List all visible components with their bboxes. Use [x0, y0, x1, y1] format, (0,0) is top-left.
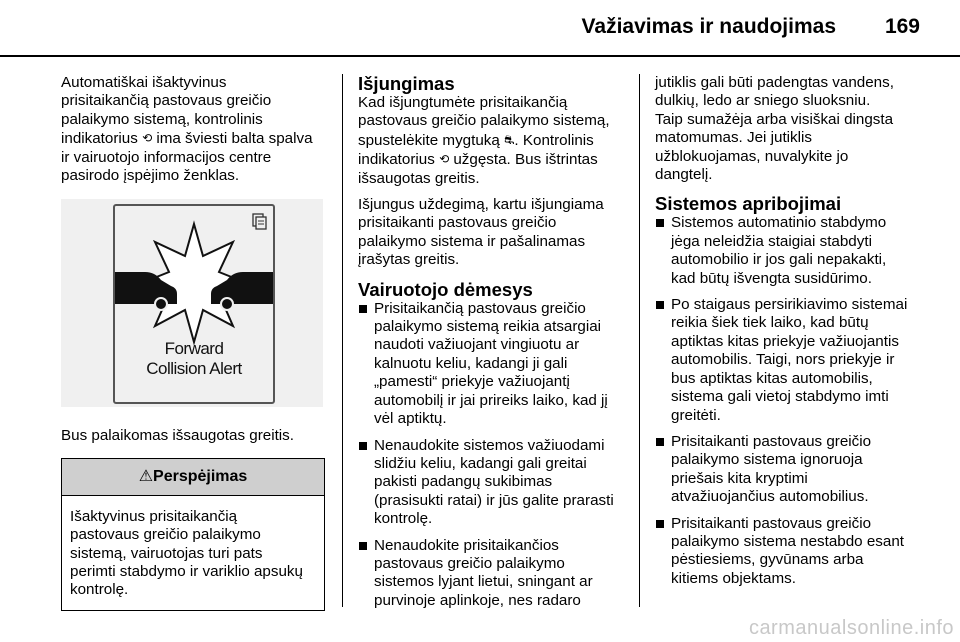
- continued-paragraph: jutiklis gali būti padengtas vandens, dulkių, ledo ar sniego sluoksniu. Taip sumažėja arba visiškai dingsta matomumas. Jei jutiklis užblokuojamas, nuvalykite jo dangtelį.: [655, 74, 894, 184]
- warning-body: Išaktyvinus prisitaikančią pastovaus greičio palaikymo sistemą, vairuotojas turi pats perimti stabdymo ir variklio apsukų kontrolę.: [70, 507, 303, 599]
- forward-collision-alert-figure: [61, 199, 323, 407]
- column-3: [655, 74, 925, 596]
- attention-list: [358, 300, 628, 611]
- page-number: 169: [884, 15, 920, 38]
- list-item: Nenaudokite sistemos važiuodami slidžiu keliu, kadangi gali greitai pakisti padangų sukibimas (prasisukti ratai) ir jūs galite prarasti kontrolę.: [358, 437, 628, 529]
- header-divider: [0, 55, 960, 57]
- list-item: Po staigaus persirikiavimo sistemai reikia šiek tiek laiko, kad būtų aptiktas kitas priekyje važiuojantis automobilis. Taigi, nors priekyje ir bus aptiktas kitas automobilis, sistema gali vietoj stabdymo imti greitėti.: [655, 296, 925, 425]
- column-divider-1: [342, 74, 343, 607]
- cruise-off-button-icon: ⛐: [504, 132, 515, 147]
- limits-list: [655, 214, 925, 588]
- figure-caption-line2: Collision Alert: [146, 359, 242, 379]
- column-divider-2: [639, 74, 640, 607]
- list-item: Sistemos automatinio stabdymo jėga neleidžia staigiai stabdyti automobilio ir jos gali nepakakti, kad būtų išvengta susidūrimo.: [655, 214, 925, 288]
- bullet-icon: [359, 442, 367, 450]
- bullet-icon: [656, 520, 664, 528]
- heading-off: Išjungimas: [358, 73, 455, 94]
- warning-header: ⚠Perspėjimas: [62, 459, 324, 496]
- list-item: Nenaudokite prisitaikančios pastovaus greičio palaikymo sistemos lyjant lietui, sningant ar purvinoje aplinkoje, nes radaro: [358, 537, 628, 611]
- cruise-control-indicator-icon: ⟲: [142, 131, 153, 146]
- cruise-control-indicator-icon: ⟲: [439, 152, 450, 167]
- display-frame: [113, 204, 275, 404]
- bullet-icon: [359, 305, 367, 313]
- warning-box: [61, 458, 325, 611]
- info-icon: [253, 214, 266, 229]
- bullet-icon: [656, 219, 664, 227]
- list-item: Prisitaikanti pastovaus greičio palaikymo sistema nestabdo esant pėstiesiems, gyvūnams arba kitiems objektams.: [655, 515, 925, 589]
- off-paragraph-1: Kad išjungtumėte prisitaikančią pastovaus greičio palaikymo sistemą, spustelėkite mygtuką ⛐. Kontrolinis indikatorius ⟲ užgęsta. Bus ištrintas išsaugotas greitis.: [358, 94, 610, 187]
- heading-driver-attention: Vairuotojo dėmesys: [358, 278, 533, 300]
- watermark: carmanualsonline.info: [748, 617, 954, 639]
- page-header: [0, 0, 960, 58]
- bullet-icon: [359, 542, 367, 550]
- intro-paragraph: Automatiškai išaktyvinus prisitaikančią pastovaus greičio palaikymo sistemą, kontrolinis indikatorius ⟲ ima šviesti balta spalva ir vairuotojo informacijos centre pasirodo įspėjimo ženklas.: [61, 74, 313, 185]
- column-1: [61, 74, 329, 611]
- bullet-icon: [656, 438, 664, 446]
- heading-system-limits: Sistemos apribojimai: [655, 193, 842, 215]
- warning-triangle-icon: ⚠: [138, 467, 154, 485]
- after-figure-text: Bus palaikomas išsaugotas greitis.: [61, 427, 294, 445]
- bullet-icon: [656, 301, 664, 309]
- off-paragraph-2: Išjungus uždegimą, kartu išjungiama prisitaikanti pastovaus greičio palaikymo sistema ir pašalinamas įrašytas greitis.: [358, 196, 604, 269]
- column-2: [358, 74, 628, 618]
- list-item: Prisitaikanti pastovaus greičio palaikymo sistema ignoruoja priešais kita kryptimi atvažiuojančius automobilius.: [655, 433, 925, 507]
- figure-caption-line1: Forward: [164, 339, 224, 359]
- chapter-title: Važiavimas ir naudojimas: [581, 15, 836, 38]
- list-item: Prisitaikančią pastovaus greičio palaikymo sistemą reikia atsargiai naudoti važiuojant vingiuotu ar kalnuotu keliu, kadangi ji gali „pamesti“ priekyje važiuojantį automobilį ir jai prireiks laiko, kad jį vėl aptiktų.: [358, 300, 628, 429]
